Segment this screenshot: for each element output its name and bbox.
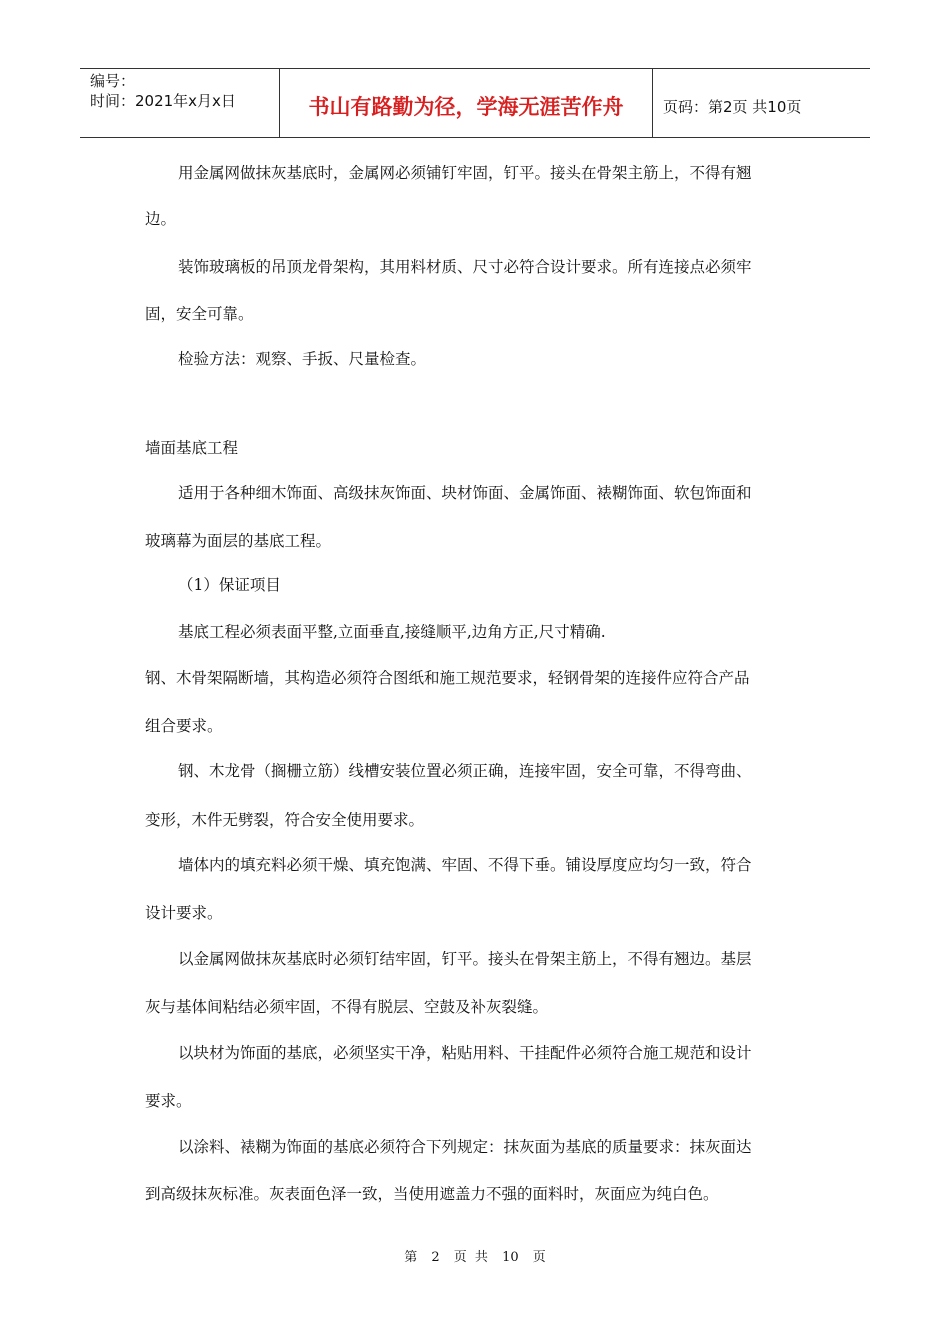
paragraph-line: 适用于各种细木饰面、高级抹灰饰面、块材饰面、金属饰面、裱糊饰面、软包饰面和	[178, 484, 752, 502]
subsection-heading: （1）保证项目	[178, 576, 281, 594]
footer-suffix: 页	[532, 1250, 546, 1265]
paragraph-line: 固，安全可靠。	[145, 305, 254, 323]
footer-middle: 页 共	[453, 1250, 488, 1265]
paragraph-line: 基底工程必须表面平整,立面垂直,接缝顺平,边角方正,尺寸精确.	[178, 623, 606, 641]
paragraph-line: 钢、木骨架隔断墙，其构造必须符合图纸和施工规范要求，轻钢骨架的连接件应符合产品	[145, 669, 750, 687]
paragraph-line: 以金属网做抹灰基底时必须钉结牢固，钉平。接头在骨架主筋上，不得有翘边。基层	[178, 950, 752, 968]
footer-prefix: 第	[404, 1250, 418, 1265]
header-page-code: 页码：第2页 共10页	[663, 97, 802, 116]
page-header	[80, 68, 870, 138]
document-date-label: 时间：2021年x月x日	[90, 92, 236, 110]
paragraph-line: 玻璃幕为面层的基底工程。	[145, 532, 332, 550]
page-footer	[0, 1246, 950, 1265]
paragraph-line: 要求。	[145, 1092, 192, 1110]
paragraph-line: 以涂料、裱糊为饰面的基底必须符合下列规定：抹灰面为基底的质量要求：抹灰面达	[178, 1138, 752, 1156]
footer-current-page: 2	[431, 1250, 440, 1265]
header-meta	[80, 69, 280, 137]
paragraph-line: 钢、木龙骨（搁栅立筋）线槽安装位置必须正确，连接牢固，安全可靠，不得弯曲、	[178, 762, 752, 780]
paragraph-line: 墙体内的填充料必须干燥、填充饱满、牢固、不得下垂。铺设厚度应均匀一致，符合	[178, 856, 752, 874]
footer-total-pages: 10	[502, 1250, 519, 1265]
paragraph-line: 用金属网做抹灰基底时，金属网必须铺钉牢固，钉平。接头在骨架主筋上，不得有翘	[178, 164, 752, 182]
document-number-label: 编号：	[90, 72, 136, 90]
header-motto: 书山有路勤为径，学海无涯苦作舟	[280, 69, 653, 137]
paragraph-line: 以块材为饰面的基底，必须坚实干净，粘贴用料、干挂配件必须符合施工规范和设计	[178, 1044, 752, 1062]
paragraph-line: 组合要求。	[145, 717, 223, 735]
paragraph-line: 设计要求。	[145, 904, 223, 922]
paragraph-line: 边。	[145, 210, 177, 228]
paragraph-line: 检验方法：观察、手扳、尺量检查。	[178, 350, 427, 368]
section-heading: 墙面基底工程	[145, 439, 239, 457]
paragraph-line: 变形，木件无劈裂，符合安全使用要求。	[145, 811, 425, 829]
paragraph-line: 到高级抹灰标准。灰表面色泽一致，当使用遮盖力不强的面料时，灰面应为纯白色。	[145, 1185, 719, 1203]
paragraph-line: 灰与基体间粘结必须牢固，不得有脱层、空鼓及补灰裂缝。	[145, 998, 549, 1016]
paragraph-line: 装饰玻璃板的吊顶龙骨架构，其用料材质、尺寸必符合设计要求。所有连接点必须牢	[178, 258, 752, 276]
